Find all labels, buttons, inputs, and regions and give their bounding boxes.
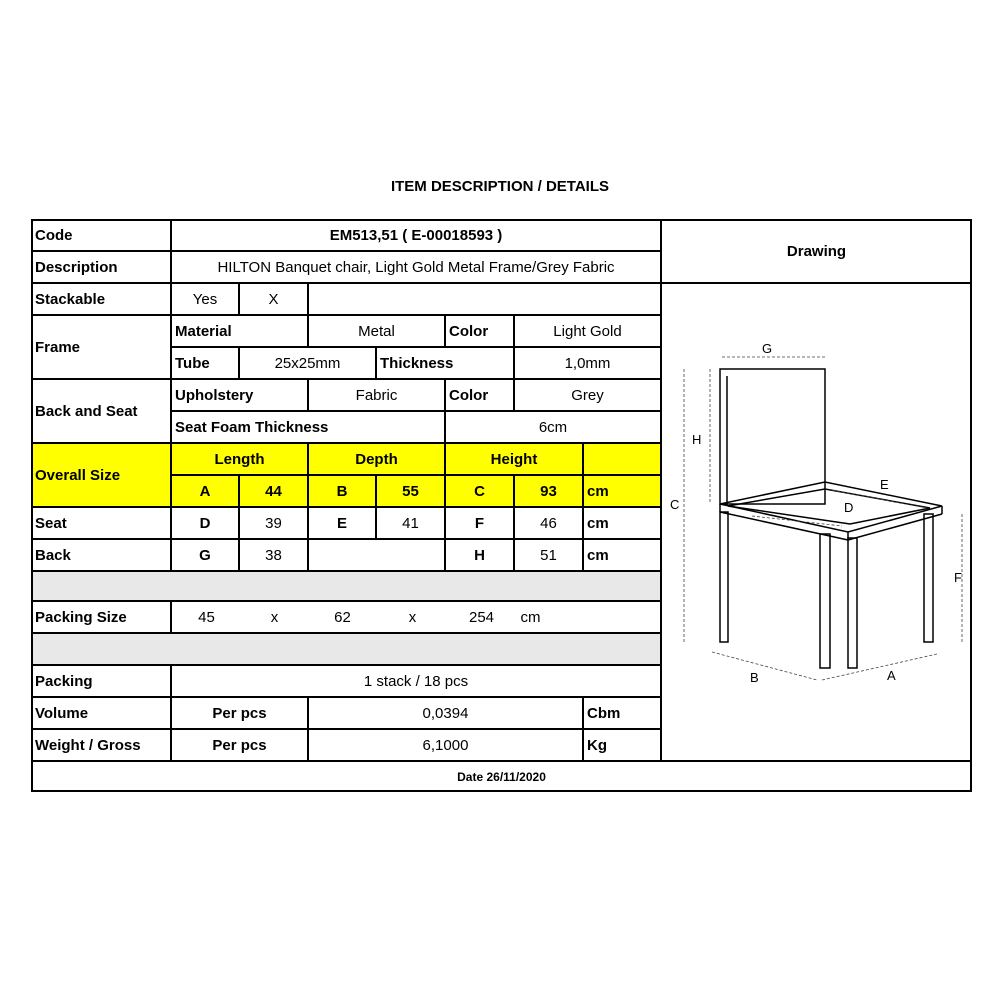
code-label: Code (31, 219, 171, 251)
upholstery-value: Fabric (308, 379, 445, 411)
packing-unit: cm (520, 608, 541, 626)
frame-tube-label: Tube (171, 347, 239, 379)
dim-h-letter: H (445, 539, 514, 571)
dim-a-value: 44 (239, 475, 308, 507)
packing-value: 1 stack / 18 pcs (171, 665, 661, 697)
frame-color-label: Color (445, 315, 514, 347)
back-seat-label: Back and Seat (31, 379, 171, 443)
packing-x1: x (270, 608, 279, 626)
weight-per: Per pcs (171, 729, 308, 761)
dim-a-letter: A (171, 475, 239, 507)
page-title: ITEM DESCRIPTION / DETAILS (390, 178, 610, 195)
dim-c-letter: C (445, 475, 514, 507)
label-b: B (750, 670, 759, 685)
packing-size-label: Packing Size (31, 601, 171, 633)
label-d: D (844, 500, 854, 515)
upholstery-label: Upholstery (171, 379, 308, 411)
depth-header: Depth (308, 443, 445, 475)
volume-per: Per pcs (171, 697, 308, 729)
spec-sheet (31, 219, 972, 792)
foam-label: Seat Foam Thickness (171, 411, 445, 443)
label-g: G (762, 341, 773, 356)
packing-x2: x (408, 608, 417, 626)
frame-label: Frame (31, 315, 171, 379)
frame-color-value: Light Gold (514, 315, 661, 347)
packing-depth: 62 (334, 608, 351, 626)
label-e: E (880, 477, 889, 492)
packing-label: Packing (31, 665, 171, 697)
dim-f-letter: F (445, 507, 514, 539)
volume-unit: Cbm (583, 697, 661, 729)
foam-value: 6cm (445, 411, 661, 443)
stackable-label: Stackable (31, 283, 171, 315)
frame-material-value: Metal (308, 315, 445, 347)
frame-material-label: Material (171, 315, 308, 347)
overall-unit: cm (583, 475, 661, 507)
volume-label: Volume (31, 697, 171, 729)
length-header: Length (171, 443, 308, 475)
back-seat-color-label: Color (445, 379, 514, 411)
description-label: Description (31, 251, 171, 283)
dim-d-value: 39 (239, 507, 308, 539)
code-value: EM513,51 ( E-00018593 ) (171, 219, 661, 251)
drawing-title: Drawing (661, 219, 972, 283)
dim-h-value: 51 (514, 539, 583, 571)
sheet-border (31, 219, 972, 792)
dim-c-value: 93 (514, 475, 583, 507)
dim-g-letter: G (171, 539, 239, 571)
volume-value: 0,0394 (308, 697, 583, 729)
packing-height: 254 (468, 608, 495, 626)
frame-thickness-label: Thickness (376, 347, 514, 379)
date-footer: Date 26/11/2020 (31, 761, 972, 792)
dim-b-letter: B (308, 475, 376, 507)
weight-label: Weight / Gross (31, 729, 171, 761)
label-a: A (887, 668, 896, 683)
back-label: Back (31, 539, 171, 571)
back-unit: cm (583, 539, 661, 571)
weight-value: 6,1000 (308, 729, 583, 761)
overall-size-label: Overall Size (31, 443, 171, 507)
seat-unit: cm (583, 507, 661, 539)
dim-d-letter: D (171, 507, 239, 539)
dim-e-letter: E (308, 507, 376, 539)
packing-width: 45 (198, 608, 215, 626)
label-c: C (670, 497, 680, 512)
height-header: Height (445, 443, 583, 475)
label-h: H (692, 432, 702, 447)
seat-label: Seat (31, 507, 171, 539)
frame-tube-value: 25x25mm (239, 347, 376, 379)
weight-unit: Kg (583, 729, 661, 761)
label-f: F (954, 570, 962, 585)
stackable-yes: Yes (171, 283, 239, 315)
dim-g-value: 38 (239, 539, 308, 571)
back-seat-color-value: Grey (514, 379, 661, 411)
description-value: HILTON Banquet chair, Light Gold Metal Frame/Grey Fabric (171, 251, 661, 283)
dim-f-value: 46 (514, 507, 583, 539)
dim-b-value: 55 (376, 475, 445, 507)
frame-thickness-value: 1,0mm (514, 347, 661, 379)
stackable-mark: X (239, 283, 308, 315)
dim-e-value: 41 (376, 507, 445, 539)
